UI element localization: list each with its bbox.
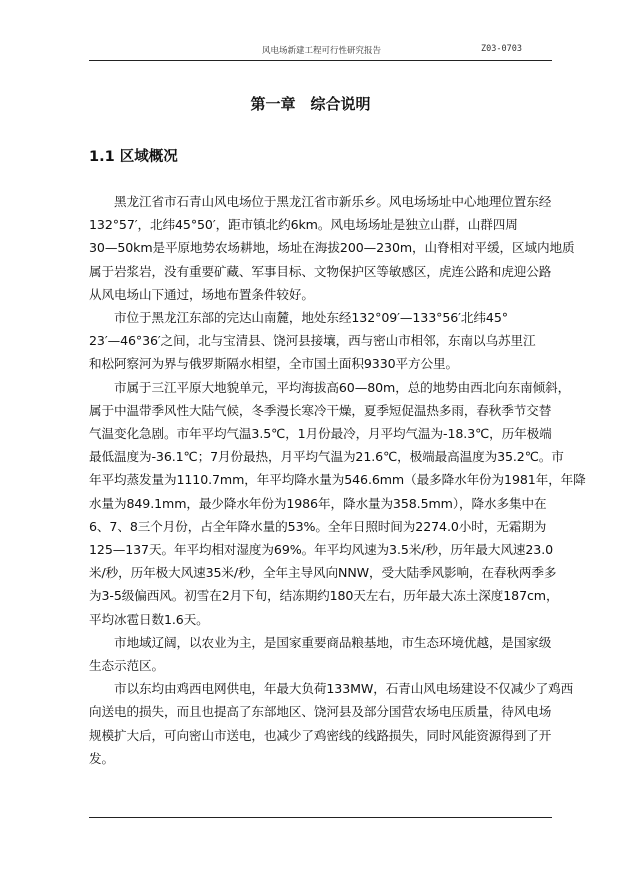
- header-rule: [89, 60, 552, 61]
- paragraph-line: 黑龙江省市石青山风电场位于黑龙江省市新乐乡。风电场场址中心地理位置东经: [114, 194, 552, 209]
- paragraph-line: 属于岩浆岩，没有重要矿藏、军事目标、文物保护区等敏感区，虎连公路和虎迎公路: [89, 263, 552, 279]
- paragraph-line: 市位于黑龙江东部的完达山南麓，地处东经132°09′—133°56′北纬45°: [114, 310, 508, 326]
- paragraph-line: 生态示范区。: [89, 658, 164, 674]
- paragraph-line: 30—50km是平原地势农场耕地，场址在海拔200—230m，山脊相对平缓，区域内地质: [89, 240, 575, 256]
- paragraph-line: 市以东均由鸡西电网供电，年最大负荷133MW，石青山风电场建设不仅减少了鸡西: [114, 681, 574, 697]
- chapter-title: 第一章 综合说明: [250, 95, 371, 113]
- paragraph-line: 为3-5级偏西风。初雪在2月下旬，结冻期约180天左右，历年最大冻土深度187cm，: [89, 588, 559, 604]
- paragraph-line: 市地域辽阔，以农业为主，是国家重要商品粮基地，市生态环境优越，是国家级: [114, 634, 552, 650]
- header-title: 风电场新建工程可行性研究报告: [262, 46, 382, 56]
- paragraph-line: 属于中温带季风性大陆气候，冬季漫长寒冷干燥，夏季短促温热多雨，春秋季节交替: [89, 402, 552, 418]
- paragraph-line: 发。: [89, 750, 114, 766]
- paragraph-line: 23′—46°36′之间，北与宝清县、饶河县接壤，西与密山市相邻，东南以乌苏里江: [89, 333, 536, 349]
- paragraph-line: 从风电场山下通过，场地布置条件较好。: [89, 286, 314, 302]
- paragraph-line: 年平均蒸发量为1110.7mm，年平均降水量为546.6mm（最多降水年份为1981年，年降: [89, 472, 586, 488]
- paragraph-line: 向送电的损失，而且也提高了东部地区、饶河县及部分国营农场电压质量，待风电场: [89, 704, 552, 720]
- paragraph-line: 125—137天。年平均相对湿度为69%。年平均风速为3.5米/秒，历年最大风速23.0: [89, 542, 554, 558]
- paragraph-line: 规模扩大后，可向密山市送电，也减少了鸡密线的线路损失，同时风能资源得到了开: [89, 727, 552, 743]
- paragraph-line: 平均冰雹日数1.6天。: [89, 611, 209, 627]
- paragraph-line: 市属于三江平原大地貌单元，平均海拔高60—80m，总的地势由西北向东南倾斜，: [114, 379, 571, 395]
- paragraph-line: 和松阿察河为界与俄罗斯隔水相望，全市国土面积9330平方公里。: [89, 356, 458, 372]
- paragraph-line: 最低温度为-36.1℃；7月份最热，月平均气温为21.6℃，极端最高温度为35.2℃。市: [89, 449, 564, 465]
- section-title: 1.1 区域概况: [89, 149, 178, 165]
- paragraph-line: 气温变化急剧。市年平均气温3.5℃，1月份最冷，月平均气温为-18.3℃，历年极端: [89, 426, 552, 442]
- header-code: Z03-0703: [481, 44, 522, 54]
- paragraph-line: 水量为849.1mm，最少降水年份为1986年，降水量为358.5mm），降水多集中在: [89, 495, 547, 511]
- paragraph-line: 米/秒，历年极大风速35米/秒，全年主导风向NNW，受大陆季风影响，在春秋两季多: [89, 565, 557, 581]
- paragraph-line: 6、7、8三个月份，占全年降水量的53%。全年日照时间为2274.0小时，无霜期为: [89, 518, 547, 534]
- paragraph-line: 132°57′，北纬45°50′，距市镇北约6km。风电场场址是独立山群，山群四周: [89, 217, 518, 233]
- body-text: [89, 190, 586, 770]
- footer-rule: [89, 817, 552, 818]
